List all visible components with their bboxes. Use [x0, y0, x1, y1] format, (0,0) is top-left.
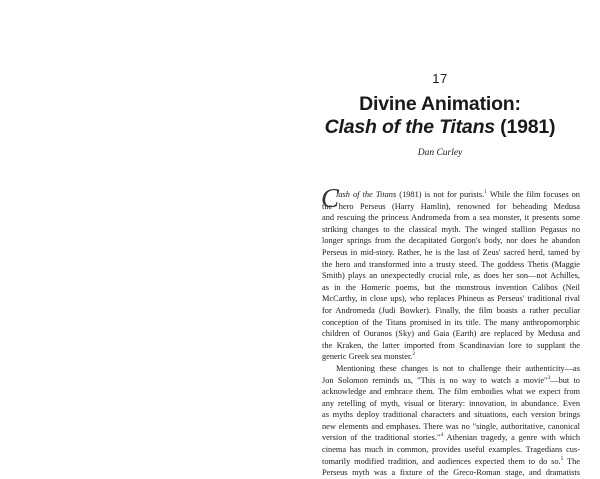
body-line: any retelling of myth, visual or literary: innovation, in abundance. Even — [322, 398, 580, 408]
body-line: children of Ouranos (Sky) and Gaia (Earth) are replaced by Medusa and — [322, 329, 580, 339]
body-line: new elements and emphases. There was no "single, authoritative, canonical — [322, 421, 580, 431]
chapter-author: Dan Curley — [417, 148, 463, 158]
body-line: generic Greek sea monster.$^2$ — [322, 351, 416, 362]
body-line: Jon Solomon reminds us, "This is no way to watch a movie"$^3$—but to — [322, 374, 580, 385]
body-line: Perseus in mid-story. Rather, he is the last of Zeus' sacred herd, tamed by — [322, 247, 580, 257]
body-line: as myths deploy traditional characters and situations, each version brings — [322, 410, 580, 420]
body-line: and rescuing the princess Andromeda from a sea monster, it presents some — [322, 213, 580, 223]
body-line: cinema has much in common, provides useful examples. Tragedians cus- — [322, 445, 580, 455]
chapter-title-line1: Divine Animation: — [359, 93, 521, 115]
body-line: lash of the Titans (1981) is not for purists.$^1$ While the film focuses on — [336, 189, 580, 199]
film-year: (1981) — [494, 116, 556, 138]
footnote-marker[interactable]: 5 — [560, 455, 564, 462]
body-line: the Kraken, the latter imported from Scandinavian lore to supplant the — [322, 340, 580, 350]
body-line: the hero Perseus (Harry Hamlin), renowned for beheading Medusa — [322, 201, 580, 211]
footnote-marker[interactable]: 3 — [547, 374, 551, 381]
footnote-marker[interactable]: 4 — [440, 432, 444, 439]
chapter-title — [300, 93, 580, 139]
chapter-body-text — [321, 183, 580, 479]
drop-cap: C — [321, 183, 340, 213]
body-line: tomarily modified tradition, and audiences expected them to do so.$^5$ The — [322, 455, 580, 466]
body-line: Perseus myth was a fixture of the Greco-Roman stage, and dramatists — [322, 468, 580, 478]
body-line: the hero and transformed into a trusty steed. The goddess Thetis (Maggie — [322, 259, 580, 269]
film-title: Clash of the Titans — [324, 116, 495, 138]
body-line: Mentioning these changes is not to challenge their authenticity—as — [336, 363, 580, 373]
film-title-inline: lash of the Titans — [336, 190, 397, 199]
footnote-marker[interactable]: 1 — [484, 189, 487, 196]
body-line: McCarthy, in close ups), who replaces Phineus as Perseus' traditional rival — [322, 294, 580, 304]
body-line: Smith) plays an unexpectedly crucial role, as does her son—not Achilles, — [322, 271, 580, 281]
body-line: conception of the Titans promised in its title. The many anthropomorphic — [322, 317, 580, 327]
chapter-number: 17 — [432, 71, 448, 86]
body-line: version of the traditional stories."$^4$ Athenian tragedy, a genre with which — [322, 432, 580, 443]
body-line: for Andromeda (Judi Bowker). Finally, the film boasts a rather peculiar — [322, 305, 580, 315]
footnote-marker[interactable]: 2 — [412, 351, 416, 358]
body-line: striking changes to the classical myth. The winged stallion Pegasus no — [322, 224, 580, 234]
body-line: longer springs from the decapitated Gorgon's body, nor does he abandon — [322, 236, 580, 246]
body-line: as in the Homeric poems, but the monstrous invention Calibos (Neil — [322, 282, 580, 292]
chapter-title-line2 — [300, 116, 580, 139]
body-line: acknowledge and embrace them. The film embodies what we expect from — [322, 387, 580, 397]
